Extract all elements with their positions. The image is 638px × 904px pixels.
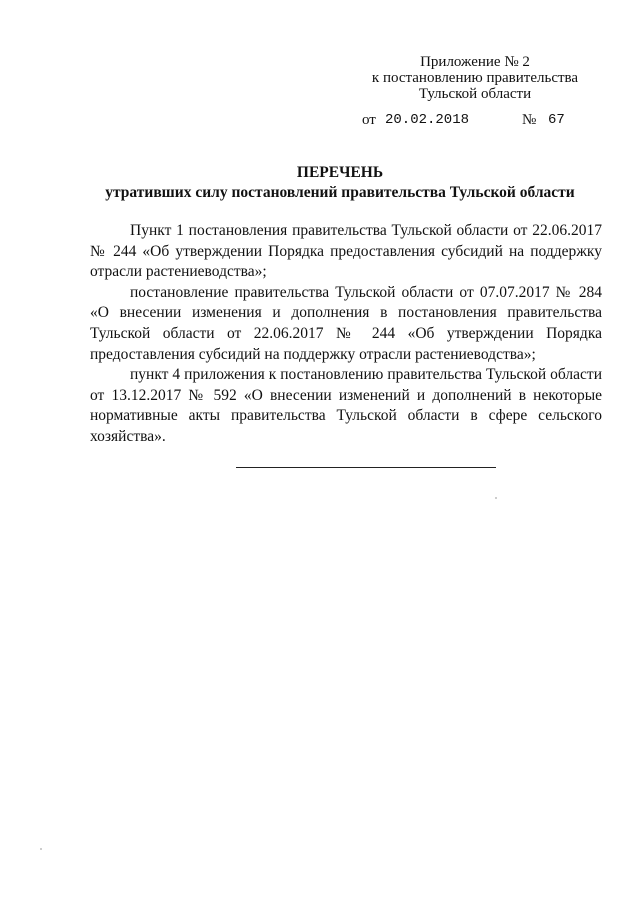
appendix-line-1: Приложение № 2 <box>420 54 530 70</box>
number-value: 67 <box>548 112 565 128</box>
document-body <box>90 221 602 448</box>
document-subtitle: утративших силу постановлений правительства Тульской области <box>105 184 575 201</box>
appendix-header <box>350 54 600 102</box>
document-title: ПЕРЕЧЕНЬ <box>296 164 384 181</box>
paragraph-1: Пункт 1 постановления правительства Тульской области от 22.06.2017 № 244 «Об утверждении Порядка предоставления субсидий на поддержку отрасли растениеводства»; <box>90 222 602 281</box>
paragraph-2: постановление правительства Тульской области от 07.07.2017 № 284 «О внесении изменения и дополнения в постановления правительства Тульской области от 22.06.2017 № 244 «Об утверждении Порядка предоставления субсидий на поддержку отрасли растениеводства»; <box>90 283 602 363</box>
appendix-line-3: Тульской области <box>418 86 532 102</box>
scan-speck <box>495 497 497 499</box>
scan-speck <box>40 848 42 850</box>
paragraph-3: пункт 4 приложения к постановлению правительства Тульской области от 13.12.2017 № 592 «О внесении изменений и дополнений в некоторые нормативные акты правительства Тульской области в сфере сельского хозяйства». <box>90 366 602 445</box>
closing-divider-line <box>236 467 496 468</box>
appendix-line-2: к постановлению правительства <box>371 70 579 86</box>
number-label: № <box>522 112 537 128</box>
date-label: от <box>362 112 376 128</box>
date-value: 20.02.2018 <box>385 112 470 128</box>
